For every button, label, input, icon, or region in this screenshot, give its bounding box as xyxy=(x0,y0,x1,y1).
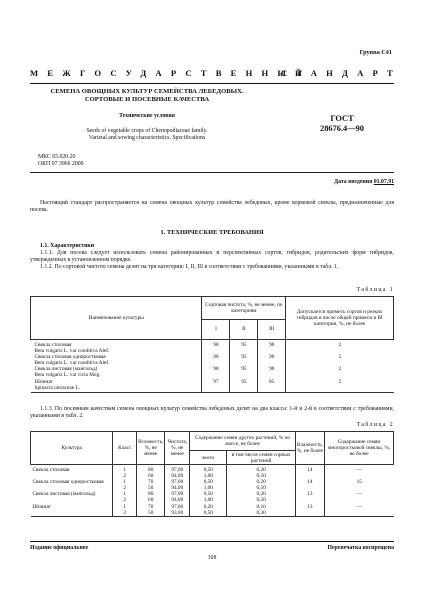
t1-cat-3: III xyxy=(258,320,286,340)
gost-label xyxy=(302,114,382,133)
t2-weed: 0,20 xyxy=(227,465,295,474)
t2-class: 1 xyxy=(113,465,137,474)
t2-total: 0,20 xyxy=(190,504,227,510)
t1-col-purity: Сортовая чистота, %, не менее, по категориям xyxy=(202,297,286,320)
clause-1-1-3-block xyxy=(30,406,394,420)
t2-col-moisture: Влажность, %, не более xyxy=(295,432,324,465)
intro-paragraph-block xyxy=(30,200,394,214)
t2-weed: 0,20 xyxy=(227,479,295,485)
t1-row1-c3: 90 xyxy=(258,340,286,355)
t2-moisture: 13 xyxy=(295,491,324,497)
official-edition: Издание официальное xyxy=(30,545,89,551)
t2-moisture: 14 xyxy=(295,465,324,474)
t2-weed: 0,20 xyxy=(227,491,295,497)
page-number: 108 xyxy=(207,555,217,561)
t2-germination: 60 xyxy=(137,497,165,503)
table-1 xyxy=(30,296,394,393)
t2-purity: 97,00 xyxy=(165,465,190,474)
t1-row3-c1: 98 xyxy=(202,366,230,378)
header-mezhgos: МЕЖГОСУДАРСТВЕННЫЙ xyxy=(30,68,311,78)
t2-col-weeds: Содержание семян других растений, % по массе, не более xyxy=(190,432,296,451)
t2-germination: 80 xyxy=(137,465,165,474)
t2-germination: 70 xyxy=(137,479,165,485)
t2-total: 0,50 xyxy=(190,491,227,497)
t2-total: 0,50 xyxy=(190,479,227,485)
t2-class: 2 xyxy=(113,473,137,479)
t2-col-purity: Чистота, %, не менее xyxy=(165,432,190,465)
table-row xyxy=(31,366,394,378)
mks-code: МКС 65.020.20 xyxy=(38,154,76,160)
table2-caption: Таблица 2 xyxy=(356,422,394,428)
t2-multigerm: — xyxy=(325,504,394,510)
t1-row4-c2: 95 xyxy=(230,379,258,393)
t2-class: 2 xyxy=(113,510,137,517)
t2-purity: 93,00 xyxy=(165,510,190,517)
intro-date-label: Дата введения xyxy=(334,179,373,185)
section-body xyxy=(30,243,394,271)
t2-total: 1,00 xyxy=(190,497,227,503)
t1-row3-name: Свекла листовая (мангольд) Beta vulgaris L. var cicla Mog. xyxy=(34,366,101,379)
t2-total: 0,50 xyxy=(190,510,227,517)
t2-col-culture: Культура xyxy=(31,432,113,465)
t1-row1-c2: 95 xyxy=(230,340,258,355)
t1-row1-admix: 2 xyxy=(286,340,394,355)
t2-col-multigerm: Содержание семян многоростковой свеклы, %, не более xyxy=(325,432,394,465)
t2-purity: 94,00 xyxy=(165,497,190,503)
table-2 xyxy=(30,431,394,517)
t2-total: 1,00 xyxy=(190,473,227,479)
t2-moisture: 13 xyxy=(295,504,324,510)
t2-germination: 50 xyxy=(137,510,165,517)
t1-row3-admix: 2 xyxy=(286,366,394,378)
t1-row3-c3: 90 xyxy=(258,366,286,378)
table-row xyxy=(31,379,394,393)
t1-col-name: Наименование культуры xyxy=(31,297,202,340)
t2-weed: 0,50 xyxy=(227,485,295,491)
table-row xyxy=(31,510,394,517)
subtitle: Технические условия xyxy=(119,113,175,119)
codes-rule xyxy=(30,172,394,173)
t2-purity: 94,00 xyxy=(165,473,190,479)
t2-multigerm xyxy=(325,510,394,517)
t2-germination: 60 xyxy=(137,473,165,479)
clause-1-1-3: 1.1.3. По посевным качествам семена овощных культур семейства лебедовых делят на два класса: 1-й и 2-й в соответствии с требованиями, указанными в табл. 2. xyxy=(30,406,394,420)
reprint-notice: Перепечатка воспрещена xyxy=(327,545,394,551)
t2-class: 1 xyxy=(113,491,137,497)
t2-culture xyxy=(31,510,113,517)
t2-weed: 0,10 xyxy=(227,504,295,510)
t2-culture: Свекла столовая одноростковая xyxy=(32,479,104,486)
subsection-heading: 1.1. Характеристики xyxy=(40,243,95,249)
table-row xyxy=(31,340,394,355)
t2-purity: 97,00 xyxy=(165,491,190,497)
t2-purity: 97,00 xyxy=(165,479,190,485)
t2-culture: Шпинат xyxy=(32,503,51,510)
t2-total: 1,00 xyxy=(190,485,227,491)
t2-multigerm: — xyxy=(325,491,394,497)
english-title xyxy=(32,128,262,142)
classification-codes xyxy=(38,154,84,168)
footer-rule xyxy=(30,541,394,542)
section-heading: 1. ТЕХНИЧЕСКИЕ ТРЕБОВАНИЯ xyxy=(160,229,264,236)
t1-row2-name: Свекла столовая одноростковая Beta vulgaris L. var conditiva Alef. xyxy=(34,354,110,367)
t2-weed: 0,50 xyxy=(227,497,295,503)
t1-row4-c3: 85 xyxy=(258,379,286,393)
okp-code: ОКП 97 3966 2000 xyxy=(38,161,84,167)
t1-row3-c2: 95 xyxy=(230,366,258,378)
title-line-2: СОРТОВЫЕ И ПОСЕВНЫЕ КАЧЕСТВА xyxy=(84,96,210,103)
t2-multigerm: 15 xyxy=(325,479,394,485)
t1-row4-name: Шпинат Spinacia oleraceae L. xyxy=(31,379,202,393)
t1-col-admix: Допускается примесь сортов и резких гибридов в числе общей примеси в III категории, %, не более xyxy=(286,297,394,340)
english-title-line-1: Seeds of vegetable crops of Chenopodiaceae family. xyxy=(86,128,208,134)
clause-1-1-1: 1.1.1. Для посева следует использовать семена районированных и перспективных сортов, гибридов, родительских форм гибридов, утвержденных в установленном порядке. xyxy=(30,250,394,264)
t2-class: 1 xyxy=(113,504,137,510)
t1-row2-c2: 95 xyxy=(230,354,258,366)
intro-paragraph: Настоящий стандарт распространяется на семена овощных культур семейства лебедовых, кроме кормовой свеклы, предназначенные для посева. xyxy=(30,200,394,214)
t1-row2-admix: 5 xyxy=(286,354,394,366)
t1-row1-c1: 98 xyxy=(202,340,230,355)
intro-date-value: 01.07.91 xyxy=(373,179,394,185)
document-title xyxy=(32,88,262,104)
clause-1-1-2: 1.1.2. По сортовой чистоте семена делят на три категории: I, II, III в соответствии с требованиями, указанными в табл. 1. xyxy=(40,264,339,271)
header-standart: СТАНДАРТ xyxy=(280,68,402,78)
t2-purity: 94,00 xyxy=(165,485,190,491)
t1-row4-admix: 2 xyxy=(286,379,394,393)
gost-word: ГОСТ xyxy=(330,114,354,123)
table-row xyxy=(31,354,394,366)
t2-moisture: 14 xyxy=(295,479,324,485)
t2-weed: 0,50 xyxy=(227,473,295,479)
intro-date xyxy=(334,179,394,186)
t2-total: 0,50 xyxy=(190,465,227,474)
t2-class: 2 xyxy=(113,497,137,503)
group-code: Группа С41 xyxy=(359,49,392,56)
t2-germination: 80 xyxy=(137,491,165,497)
title-line-1: СЕМЕНА ОВОЩНЫХ КУЛЬТУР СЕМЕЙСТВА ЛЕБЕДОВЫХ. xyxy=(50,88,244,95)
table-row xyxy=(31,465,394,474)
t2-col-germination: Всхожесть, %, не менее xyxy=(137,432,165,465)
t2-multigerm: — xyxy=(325,465,394,474)
t1-cat-2: II xyxy=(230,320,258,340)
t2-col-weed-only: в том числе семян сорных растений xyxy=(227,451,295,465)
t1-row2-c3: 90 xyxy=(258,354,286,366)
t2-col-class: Класс xyxy=(113,432,137,465)
t2-culture: Свекла столовая xyxy=(32,467,70,473)
t1-row2-c1: 98 xyxy=(202,354,230,366)
t1-row4-c1: 97 xyxy=(202,379,230,393)
t2-class: 1 xyxy=(113,479,137,485)
t2-germination: 50 xyxy=(137,485,165,491)
t2-moisture xyxy=(295,510,324,517)
header-rule xyxy=(30,83,394,84)
english-title-line-2: Varietal and sowing characteristics. Specifications xyxy=(88,135,206,141)
t2-col-total: всего xyxy=(190,451,227,465)
t2-purity: 97,00 xyxy=(165,504,190,510)
table1-caption: Таблица 1 xyxy=(356,287,394,293)
t1-cat-1: I xyxy=(202,320,230,340)
t2-culture: Свекла листовая (мангольд) xyxy=(32,491,96,498)
t2-germination: 70 xyxy=(137,504,165,510)
t2-weed: 0,30 xyxy=(227,510,295,517)
t1-row1-name: Свекла столовая Beta vulgaris L. var conditiva Alef. xyxy=(34,342,110,355)
t2-class: 2 xyxy=(113,485,137,491)
gost-number: 28676.4—90 xyxy=(320,123,364,133)
